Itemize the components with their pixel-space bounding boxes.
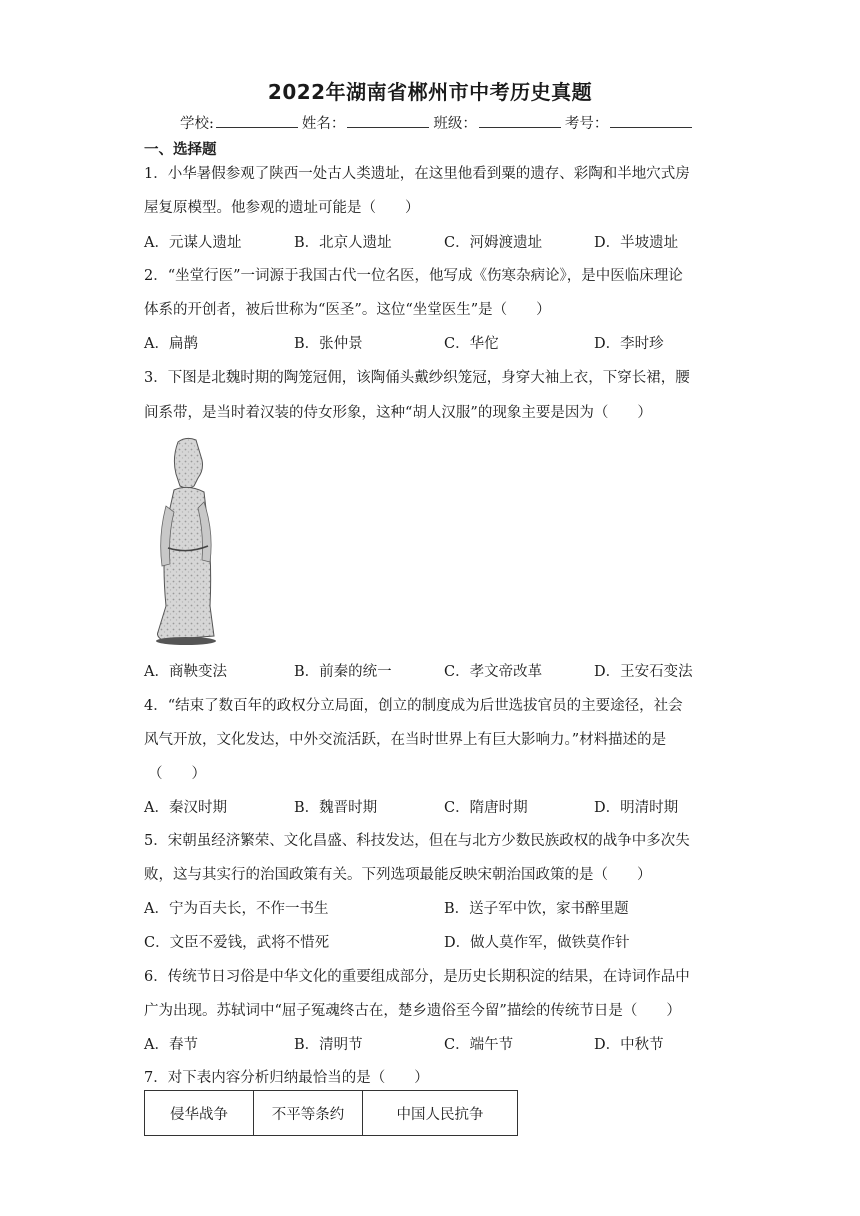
option-c[interactable]: C．文臣不爱钱，武将不惜死 [144, 935, 330, 951]
option-a[interactable]: A．商鞅变法 [144, 664, 227, 680]
option-b[interactable]: B．前秦的统一 [294, 664, 392, 680]
question-7-line-1: 7．对下表内容分析归纳最恰当的是（ ） [144, 1070, 429, 1086]
question-1-line-2: 屋复原模型。他参观的遗址可能是（ ） [144, 200, 420, 216]
name-blank[interactable] [347, 113, 429, 128]
question-2-line-2: 体系的开创者，被后世称为“医圣”。这位“坐堂医生”是（ ） [144, 302, 551, 318]
question-1-line-1: 1．小华暑假参观了陕西一处古人类遗址，在这里他看到粟的遗存、彩陶和半地穴式房 [144, 166, 690, 182]
question-5-line-2: 败，这与其实行的治国政策有关。下列选项最能反映宋朝治国政策的是（ ） [144, 867, 652, 883]
option-a[interactable]: A．宁为百夫长，不作一书生 [144, 901, 329, 917]
option-a[interactable]: A．元谋人遗址 [144, 235, 242, 251]
question-4-line-1: 4．“结束了数百年的政权分立局面，创立的制度成为后世选拔官员的主要途径，社会 [144, 698, 683, 714]
option-d[interactable]: D．李时珍 [594, 336, 664, 352]
class-label: 班级： [433, 116, 477, 132]
school-label: 学校: [180, 116, 214, 132]
name-label: 姓名： [301, 116, 346, 132]
question-3-line-2: 间系带，是当时着汉装的侍女形象，这种“胡人汉服”的现象主要是因为（ ） [144, 405, 652, 421]
number-label: 考号： [564, 116, 609, 132]
option-a[interactable]: A．春节 [144, 1037, 198, 1053]
option-a[interactable]: A．扁鹊 [144, 336, 198, 352]
option-b[interactable]: B．魏晋时期 [294, 800, 378, 816]
table-cell: 侵华战争 [145, 1091, 254, 1136]
pottery-figurine-image [148, 436, 228, 648]
page-title: 2022年湖南省郴州市中考历史真题 [267, 80, 593, 104]
option-d[interactable]: D．明清时期 [594, 800, 679, 816]
school-blank[interactable] [216, 113, 298, 128]
option-c[interactable]: C．孝文帝改革 [444, 664, 543, 680]
option-c[interactable]: C．河姆渡遗址 [444, 235, 543, 251]
number-blank[interactable] [610, 113, 692, 128]
option-c[interactable]: C．华佗 [444, 336, 499, 352]
option-b[interactable]: B．送子军中饮，家书醉里题 [444, 901, 629, 917]
table-row [145, 1091, 518, 1136]
table-cell: 中国人民抗争 [363, 1091, 518, 1136]
question-5-line-1: 5．宋朝虽经济繁荣、文化昌盛、科技发达，但在与北方少数民族政权的战争中多次失 [144, 833, 690, 849]
question-6-line-2: 广为出现。苏轼词中“屈子冤魂终古在，楚乡遗俗至今留”描绘的传统节日是（ ） [144, 1003, 681, 1019]
option-d[interactable]: D．中秋节 [594, 1037, 664, 1053]
option-c[interactable]: C．隋唐时期 [444, 800, 528, 816]
option-b[interactable]: B．清明节 [294, 1037, 363, 1053]
question-6-line-1: 6．传统节日习俗是中华文化的重要组成部分，是历史长期积淀的结果，在诗词作品中 [144, 969, 690, 985]
option-b[interactable]: B．张仲景 [294, 336, 363, 352]
question-2-line-1: 2．“坐堂行医”一词源于我国古代一位名医，他写成《伤寒杂病论》，是中医临床理论 [144, 268, 683, 284]
question-3-line-1: 3．下图是北魏时期的陶笼冠佣，该陶俑头戴纱织笼冠，身穿大袖上衣，下穿长裙，腰 [144, 370, 690, 386]
option-b[interactable]: B．北京人遗址 [294, 235, 392, 251]
option-d[interactable]: D．做人莫作军，做铁莫作针 [444, 935, 630, 951]
option-c[interactable]: C．端午节 [444, 1037, 514, 1053]
class-blank[interactable] [479, 113, 561, 128]
section-heading: 一、选择题 [144, 142, 217, 158]
table-cell: 不平等条约 [254, 1091, 363, 1136]
option-d[interactable]: D．王安石变法 [594, 664, 693, 680]
option-d[interactable]: D．半坡遗址 [594, 235, 679, 251]
question-4-line-3: （ ） [148, 766, 206, 782]
student-info-row [180, 112, 696, 133]
option-a[interactable]: A．秦汉时期 [144, 800, 227, 816]
question-7-table [144, 1090, 518, 1136]
question-4-line-2: 风气开放，文化发达，中外交流活跃，在当时世界上有巨大影响力。”材料描述的是 [144, 732, 667, 748]
